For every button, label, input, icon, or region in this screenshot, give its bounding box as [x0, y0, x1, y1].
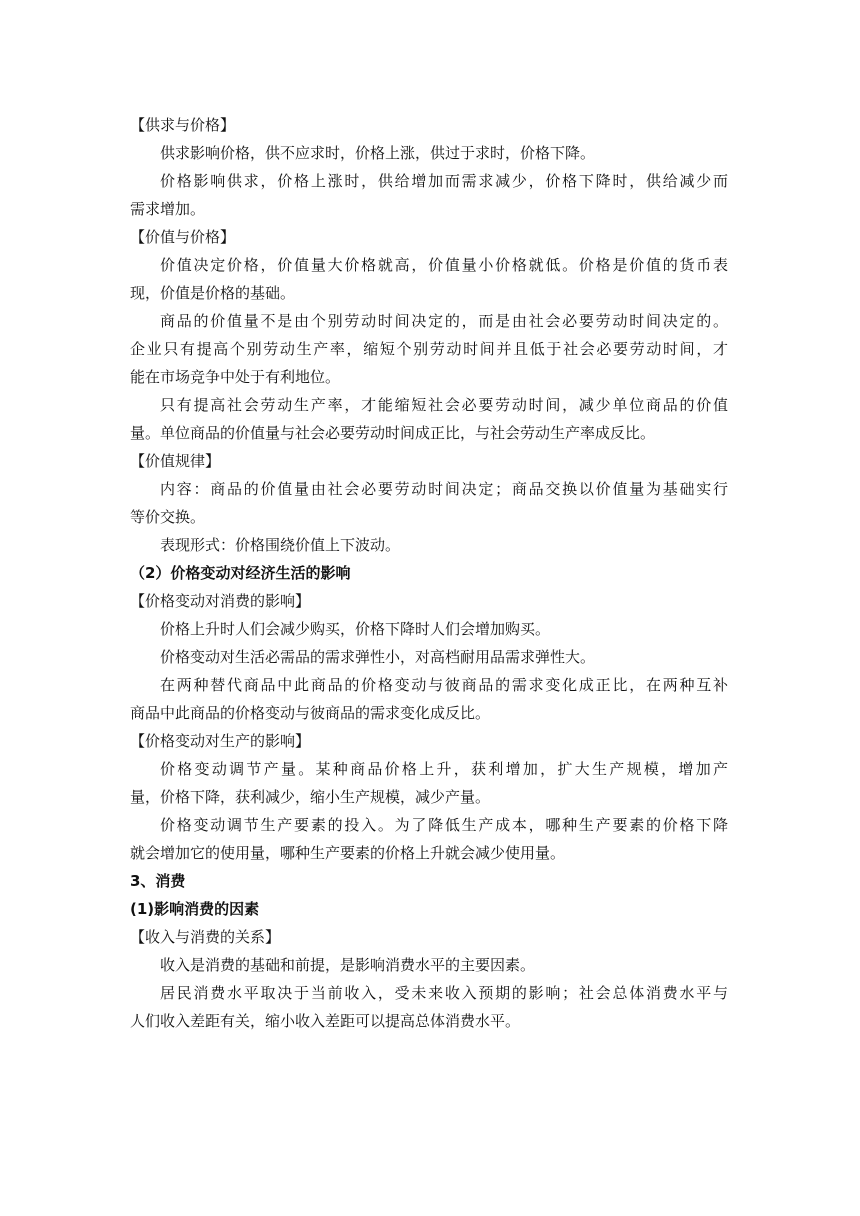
section-heading-value-price: 【价值与价格】: [130, 228, 236, 246]
section-heading-price-consumption: 【价格变动对消费的影响】: [130, 592, 311, 610]
chapter-title-consumption: 3、消费: [130, 872, 186, 890]
paragraph-line: 价格变动调节生产要素的投入。为了降低生产成本，哪种生产要素的价格下降: [160, 816, 728, 834]
paragraph-line: 能在市场竞争中处于有利地位。: [130, 368, 341, 386]
paragraph-line: 商品的价值量不是由个别劳动时间决定的，而是由社会必要劳动时间决定的。: [160, 312, 728, 330]
paragraph-line: 内容：商品的价值量由社会必要劳动时间决定；商品交换以价值量为基础实行: [160, 480, 728, 498]
section-heading-income-consumption: 【收入与消费的关系】: [130, 928, 281, 946]
paragraph-line: 价格上升时人们会减少购买，价格下降时人们会增加购买。: [160, 620, 551, 638]
paragraph-line: 量。单位商品的价值量与社会必要劳动时间成正比，与社会劳动生产率成反比。: [130, 424, 656, 442]
paragraph-line: 价值决定价格，价值量大价格就高，价值量小价格就低。价格是价值的货币表: [160, 256, 728, 274]
paragraph-line: 需求增加。: [130, 200, 206, 218]
paragraph-line: 居民消费水平取决于当前收入，受未来收入预期的影响；社会总体消费水平与: [160, 984, 728, 1002]
paragraph-line: 人们收入差距有关，缩小收入差距可以提高总体消费水平。: [130, 1012, 521, 1030]
paragraph-line: 供求影响价格，供不应求时，价格上涨，供过于求时，价格下降。: [160, 144, 596, 162]
paragraph-line: 价格变动对生活必需品的需求弹性小，对高档耐用品需求弹性大。: [160, 648, 596, 666]
paragraph-line: 表现形式：价格围绕价值上下波动。: [160, 536, 401, 554]
document-page: [130, 111, 728, 1035]
paragraph-line: 等价交换。: [130, 508, 206, 526]
section-heading-price-production: 【价格变动对生产的影响】: [130, 732, 311, 750]
section-heading-supply-demand-price: 【供求与价格】: [130, 116, 236, 134]
paragraph-line: 在两种替代商品中此商品的价格变动与彼商品的需求变化成正比，在两种互补: [160, 676, 728, 694]
subsection-title-consumption-factors: (1)影响消费的因素: [130, 900, 260, 918]
paragraph-line: 价格影响供求，价格上涨时，供给增加而需求减少，价格下降时，供给减少而: [160, 172, 728, 190]
paragraph-line: 价格变动调节产量。某种商品价格上升，获利增加，扩大生产规模，增加产: [160, 760, 728, 778]
paragraph-line: 企业只有提高个别劳动生产率，缩短个别劳动时间并且低于社会必要劳动时间，才: [130, 340, 728, 358]
paragraph-line: 就会增加它的使用量，哪种生产要素的价格上升就会减少使用量。: [130, 844, 566, 862]
paragraph-line: 只有提高社会劳动生产率，才能缩短社会必要劳动时间，减少单位商品的价值: [160, 396, 728, 414]
paragraph-line: 量，价格下降，获利减少，缩小生产规模，减少产量。: [130, 788, 491, 806]
subsection-title-price-change-impact: （2）价格变动对经济生活的影响: [130, 564, 351, 582]
paragraph-line: 现，价值是价格的基础。: [130, 284, 296, 302]
paragraph-line: 收入是消费的基础和前提，是影响消费水平的主要因素。: [160, 956, 536, 974]
paragraph-line: 商品中此商品的价格变动与彼商品的需求变化成反比。: [130, 704, 491, 722]
section-heading-law-of-value: 【价值规律】: [130, 452, 221, 470]
